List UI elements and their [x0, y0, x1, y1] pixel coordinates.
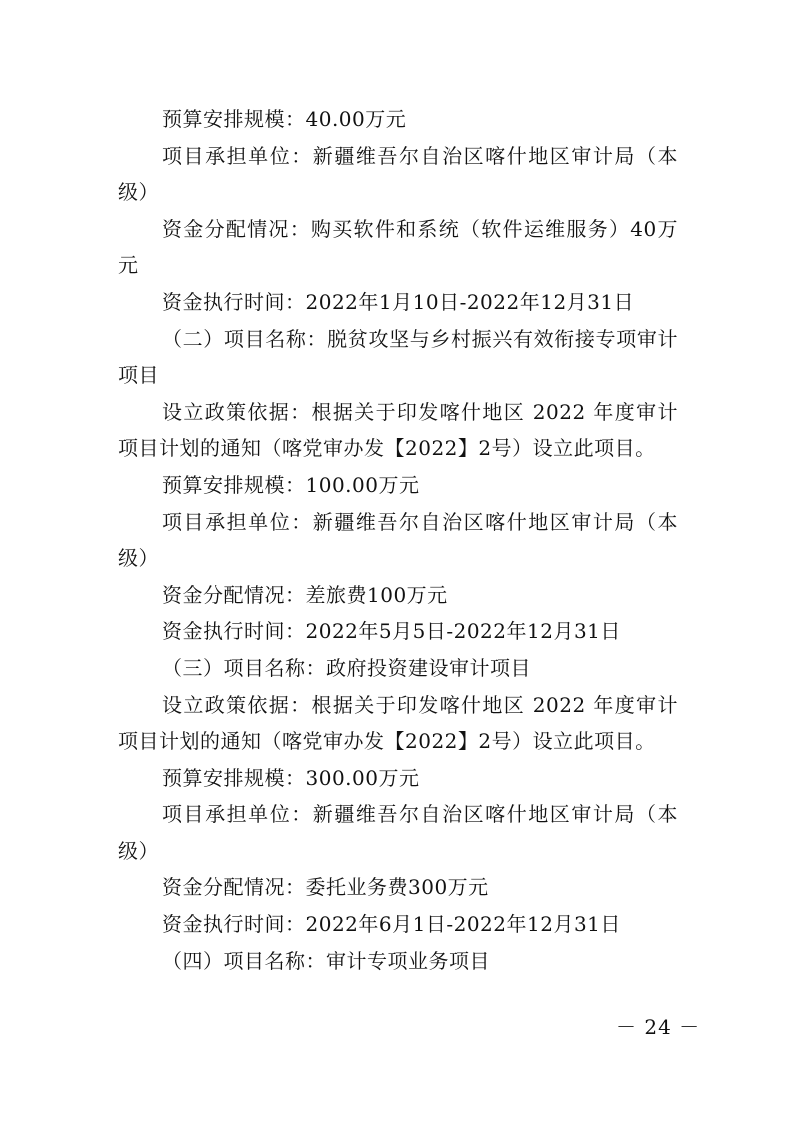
paragraph-undertaking-unit-1: 项目承担单位：新疆维吾尔自治区喀什地区审计局（本级） — [118, 143, 678, 205]
paragraph-budget-scale-3: 预算安排规模：300.00万元 — [162, 765, 420, 790]
paragraph-fund-allocation-1: 资金分配情况：购买软件和系统（软件运维服务）40万元 — [118, 216, 678, 278]
paragraph-budget-scale-2: 预算安排规模：100.00万元 — [162, 472, 420, 497]
section-heading-2: （二）项目名称：脱贫攻坚与乡村振兴有效衔接专项审计项目 — [118, 326, 678, 388]
section-heading-4: （四）项目名称：审计专项业务项目 — [162, 948, 490, 973]
paragraph-policy-basis-3: 设立政策依据：根据关于印发喀什地区 2022 年度审计项目计划的通知（喀党审办发【2022】2号）设立此项目。 — [118, 692, 678, 754]
paragraph-budget-scale-1: 预算安排规模：40.00万元 — [162, 107, 407, 131]
section-heading-3: （三）项目名称：政府投资建设审计项目 — [162, 655, 531, 680]
paragraph-execution-time-2: 资金执行时间：2022年5月5日-2022年12月31日 — [162, 619, 621, 644]
page-number: － 24 － — [616, 1015, 701, 1039]
paragraph-fund-allocation-2: 资金分配情况：差旅费100万元 — [162, 582, 448, 607]
paragraph-execution-time-1: 资金执行时间：2022年1月10日-2022年12月31日 — [162, 289, 635, 314]
paragraph-undertaking-unit-2: 项目承担单位：新疆维吾尔自治区喀什地区审计局（本级） — [118, 509, 678, 571]
document-body — [118, 101, 678, 979]
paragraph-execution-time-3: 资金执行时间：2022年6月1日-2022年12月31日 — [162, 912, 621, 937]
paragraph-fund-allocation-3: 资金分配情况：委托业务费300万元 — [162, 875, 489, 900]
paragraph-undertaking-unit-3: 项目承担单位：新疆维吾尔自治区喀什地区审计局（本级） — [118, 802, 678, 863]
paragraph-policy-basis-2: 设立政策依据：根据关于印发喀什地区 2022 年度审计项目计划的通知（喀党审办发【2022】2号）设立此项目。 — [118, 399, 678, 461]
